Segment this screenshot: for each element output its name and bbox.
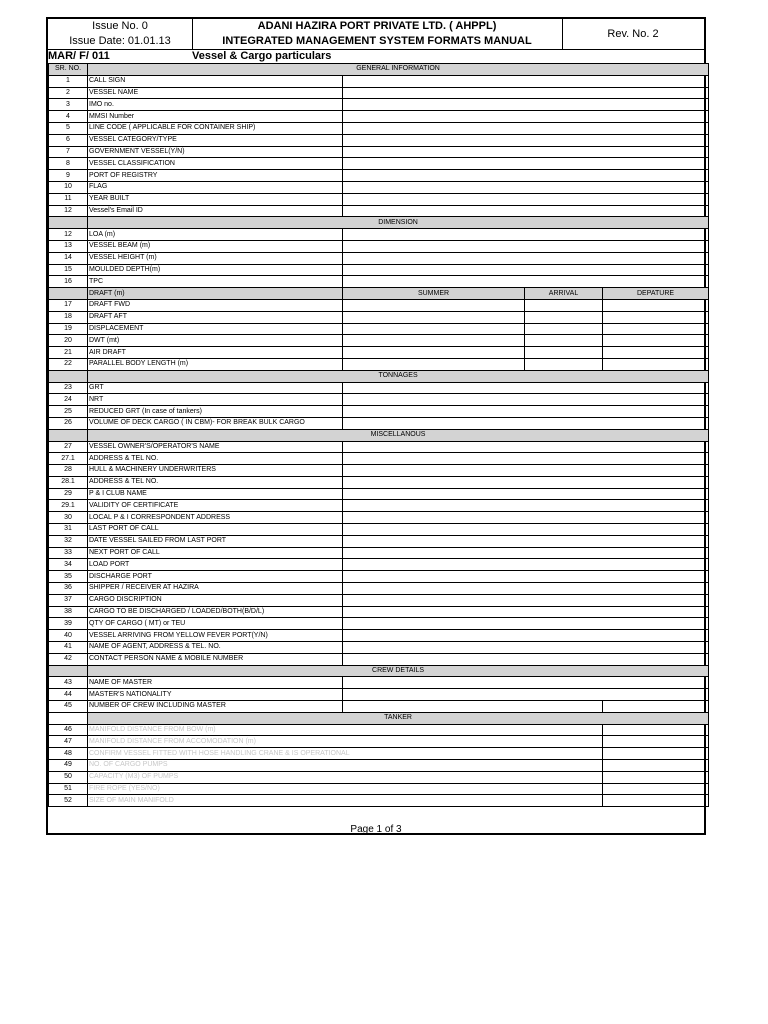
- vessel-particulars-table: [48, 63, 709, 807]
- row-label: VESSEL OWNER'S/OPERATOR'S NAME: [88, 441, 343, 453]
- row-label: DISCHARGE PORT: [88, 571, 343, 583]
- row-label: AIR DRAFT: [88, 347, 343, 359]
- row-label: NAME OF MASTER: [88, 677, 343, 689]
- table-row: [49, 323, 709, 335]
- value-field[interactable]: [343, 642, 709, 654]
- departure-value-field[interactable]: [603, 299, 709, 311]
- sr-number: 29: [49, 488, 88, 500]
- table-row: [49, 760, 709, 772]
- value-field[interactable]: [603, 760, 709, 772]
- table-row: [49, 547, 709, 559]
- table-row: [49, 512, 709, 524]
- table-row: [49, 535, 709, 547]
- table-row: [49, 441, 709, 453]
- sr-number: 52: [49, 795, 88, 807]
- value-field[interactable]: [343, 559, 709, 571]
- table-row: [49, 642, 709, 654]
- value-field[interactable]: [603, 748, 709, 760]
- row-label: VOLUME OF DECK CARGO ( IN CBM)- FOR BREAK BULK CARGO: [88, 417, 343, 429]
- summer-value-field[interactable]: [343, 347, 525, 359]
- sr-number: 32: [49, 535, 88, 547]
- table-row: [49, 689, 709, 701]
- row-label: FLAG: [88, 181, 343, 193]
- section-header-row: [49, 665, 709, 677]
- sr-cell: [49, 370, 88, 382]
- value-field[interactable]: [343, 524, 709, 536]
- value-field[interactable]: [343, 488, 709, 500]
- value-field[interactable]: [343, 583, 709, 595]
- sr-number: 19: [49, 323, 88, 335]
- table-row: [49, 488, 709, 500]
- row-label: VESSEL CLASSIFICATION: [88, 158, 343, 170]
- table-row: [49, 701, 709, 713]
- sr-number: 30: [49, 512, 88, 524]
- sr-number: 27: [49, 441, 88, 453]
- row-label: DWT (mt): [88, 335, 343, 347]
- row-label: IMO no.: [88, 99, 343, 111]
- row-label: DISPLACEMENT: [88, 323, 343, 335]
- company-name: ADANI HAZIRA PORT PRIVATE LTD. ( AHPPL): [257, 20, 497, 32]
- value-field[interactable]: [603, 795, 709, 807]
- sr-number: 25: [49, 406, 88, 418]
- table-row: [49, 122, 709, 134]
- value-field[interactable]: [343, 111, 709, 123]
- sr-number: 2: [49, 87, 88, 99]
- value-field[interactable]: [343, 181, 709, 193]
- row-label: CARGO DISCRIPTION: [88, 594, 343, 606]
- value-field[interactable]: [343, 87, 709, 99]
- value-field[interactable]: [343, 264, 709, 276]
- row-label: NEXT PORT OF CALL: [88, 547, 343, 559]
- section-header: TANKER: [88, 712, 709, 724]
- table-row: [49, 500, 709, 512]
- value-field[interactable]: [343, 146, 709, 158]
- table-row: [49, 205, 709, 217]
- table-row: [49, 453, 709, 465]
- value-field[interactable]: [343, 193, 709, 205]
- issue-date: Issue Date: 01.01.13: [69, 35, 171, 47]
- value-field[interactable]: [343, 276, 709, 288]
- table-row: [49, 229, 709, 241]
- sr-number: 14: [49, 252, 88, 264]
- table-row: [49, 347, 709, 359]
- sr-number: 38: [49, 606, 88, 618]
- departure-value-field[interactable]: [603, 311, 709, 323]
- row-label: DATE VESSEL SAILED FROM LAST PORT: [88, 535, 343, 547]
- table-header-row: [49, 64, 709, 76]
- sr-number: 8: [49, 158, 88, 170]
- row-label: NO. OF CARGO PUMPS: [88, 760, 603, 772]
- value-field[interactable]: [343, 594, 709, 606]
- summer-value-field[interactable]: [343, 335, 525, 347]
- table-row: [49, 87, 709, 99]
- row-label: GRT: [88, 382, 343, 394]
- arrival-value-field[interactable]: [525, 358, 603, 370]
- sr-number: 1: [49, 75, 88, 87]
- sr-number: 29.1: [49, 500, 88, 512]
- row-label: CARGO TO BE DISCHARGED / LOADED/BOTH(B/D/L): [88, 606, 343, 618]
- summer-value-field[interactable]: [343, 358, 525, 370]
- table-row: [49, 771, 709, 783]
- sr-cell: [49, 217, 88, 229]
- table-row: [49, 75, 709, 87]
- row-label: LOA (m): [88, 229, 343, 241]
- value-field[interactable]: [343, 394, 709, 406]
- sr-number: 24: [49, 394, 88, 406]
- sr-number: 23: [49, 382, 88, 394]
- sr-number: 43: [49, 677, 88, 689]
- value-field[interactable]: [343, 252, 709, 264]
- summer-value-field[interactable]: [343, 323, 525, 335]
- value-field[interactable]: [603, 724, 709, 736]
- sr-number: 22: [49, 358, 88, 370]
- row-label: CONTACT PERSON NAME & MOBILE NUMBER: [88, 653, 343, 665]
- sr-number: 9: [49, 170, 88, 182]
- value-field[interactable]: [343, 606, 709, 618]
- row-label: LOCAL P & I CORRESPONDENT ADDRESS: [88, 512, 343, 524]
- row-label: VESSEL ARRIVING FROM YELLOW FEVER PORT(Y/N): [88, 630, 343, 642]
- table-row: [49, 795, 709, 807]
- table-row: [49, 476, 709, 488]
- value-field[interactable]: [603, 783, 709, 795]
- row-label: NRT: [88, 394, 343, 406]
- sr-number: 46: [49, 724, 88, 736]
- sr-number: 12: [49, 229, 88, 241]
- value-field[interactable]: [343, 535, 709, 547]
- form-number: MAR/ F/ 011: [48, 50, 110, 62]
- sr-number: 39: [49, 618, 88, 630]
- sr-cell: [49, 288, 88, 300]
- row-label: DRAFT AFT: [88, 311, 343, 323]
- value-field[interactable]: [343, 229, 709, 241]
- row-label: HULL & MACHINERY UNDERWRITERS: [88, 465, 343, 477]
- sr-number: 11: [49, 193, 88, 205]
- sr-number: 40: [49, 630, 88, 642]
- sr-number: 33: [49, 547, 88, 559]
- table-row: [49, 618, 709, 630]
- value-field[interactable]: [343, 547, 709, 559]
- value-field[interactable]: [343, 512, 709, 524]
- departure-value-field[interactable]: [603, 335, 709, 347]
- value-field[interactable]: [343, 205, 709, 217]
- table-row: [49, 382, 709, 394]
- sr-number: 10: [49, 181, 88, 193]
- table-row: [49, 240, 709, 252]
- sr-number: 31: [49, 524, 88, 536]
- value-field[interactable]: [343, 677, 709, 689]
- value-field[interactable]: [343, 453, 709, 465]
- table-row: [49, 146, 709, 158]
- sr-number: 20: [49, 335, 88, 347]
- sr-number: 37: [49, 594, 88, 606]
- row-label: TPC: [88, 276, 343, 288]
- table-row: [49, 630, 709, 642]
- row-label: PORT OF REGISTRY: [88, 170, 343, 182]
- sr-number: 47: [49, 736, 88, 748]
- row-label: ADDRESS & TEL NO.: [88, 476, 343, 488]
- value-field[interactable]: [343, 170, 709, 182]
- sr-number: 36: [49, 583, 88, 595]
- summer-value-field[interactable]: [343, 299, 525, 311]
- value-field[interactable]: [343, 406, 709, 418]
- table-row: [49, 748, 709, 760]
- row-label: REDUCED GRT (In case of tankers): [88, 406, 343, 418]
- row-label: SHIPPER / RECEIVER AT HAZIRA: [88, 583, 343, 595]
- departure-header: DEPATURE: [603, 288, 709, 300]
- page-number: Page 1 of 3: [350, 824, 402, 835]
- table-row: [49, 653, 709, 665]
- sr-number: 4: [49, 111, 88, 123]
- row-label: VESSEL CATEGORY/TYPE: [88, 134, 343, 146]
- row-label: PARALLEL BODY LENGTH (m): [88, 358, 343, 370]
- row-label: CAPACITY (M3) OF PUMPS: [88, 771, 603, 783]
- table-row: [49, 465, 709, 477]
- form-subheader: [48, 50, 704, 63]
- row-label: CONFIRM VESSEL FITTED WITH HOSE HANDLING CRANE & IS OPERATIONAL: [88, 748, 603, 760]
- issue-block: [48, 19, 193, 49]
- sr-number: 17: [49, 299, 88, 311]
- sr-number: 42: [49, 653, 88, 665]
- table-row: [49, 99, 709, 111]
- revision-number: Rev. No. 2: [607, 28, 659, 40]
- row-label: LOAD PORT: [88, 559, 343, 571]
- row-label: VESSEL HEIGHT (m): [88, 252, 343, 264]
- row-label: DRAFT FWD: [88, 299, 343, 311]
- row-label: NUMBER OF CREW INCLUDING MASTER: [88, 701, 343, 713]
- manual-title: INTEGRATED MANAGEMENT SYSTEM FORMATS MANUAL: [222, 35, 532, 47]
- sr-number: 5: [49, 122, 88, 134]
- row-label: VESSEL NAME: [88, 87, 343, 99]
- row-label: CALL SIGN: [88, 75, 343, 87]
- sr-number: 48: [49, 748, 88, 760]
- row-label: MOULDED DEPTH(m): [88, 264, 343, 276]
- table-row: [49, 606, 709, 618]
- summer-value-field[interactable]: [343, 311, 525, 323]
- value-field[interactable]: [343, 653, 709, 665]
- sr-number: 51: [49, 783, 88, 795]
- draft-header-row: [49, 288, 709, 300]
- row-label: VESSEL BEAM (m): [88, 240, 343, 252]
- table-row: [49, 783, 709, 795]
- table-row: [49, 158, 709, 170]
- row-label: MANIFOLD DISTANCE FROM ACCOMODATION (m): [88, 736, 603, 748]
- table-row: [49, 724, 709, 736]
- row-label: MMSI Number: [88, 111, 343, 123]
- value-field[interactable]: [343, 701, 603, 713]
- table-row: [49, 193, 709, 205]
- issue-number: Issue No. 0: [92, 20, 148, 32]
- table-row: [49, 417, 709, 429]
- value-field[interactable]: [603, 771, 709, 783]
- section-header-row: [49, 370, 709, 382]
- sr-number: 21: [49, 347, 88, 359]
- value-field-extra[interactable]: [603, 701, 709, 713]
- arrival-header: ARRIVAL: [525, 288, 603, 300]
- section-header-row: [49, 217, 709, 229]
- sr-number: 28.1: [49, 476, 88, 488]
- value-field[interactable]: [343, 158, 709, 170]
- value-field[interactable]: [343, 417, 709, 429]
- sr-number: 6: [49, 134, 88, 146]
- row-label: MANIFOLD DISTANCE FROM BOW (m): [88, 724, 603, 736]
- row-label: NAME OF AGENT, ADDRESS & TEL. NO.: [88, 642, 343, 654]
- table-row: [49, 264, 709, 276]
- value-field[interactable]: [343, 618, 709, 630]
- table-row: [49, 181, 709, 193]
- row-label: LINE CODE ( APPLICABLE FOR CONTAINER SHIP): [88, 122, 343, 134]
- table-row: [49, 524, 709, 536]
- section-header-row: [49, 712, 709, 724]
- section-header: CREW DETAILS: [88, 665, 709, 677]
- form-sheet: [46, 17, 706, 835]
- row-label: FIRE ROPE (YES/NO): [88, 783, 603, 795]
- section-header: TONNAGES: [88, 370, 709, 382]
- sr-cell: [49, 665, 88, 677]
- value-field[interactable]: [343, 500, 709, 512]
- row-label: SIZE OF MAIN MANIFOLD: [88, 795, 603, 807]
- sr-number: 15: [49, 264, 88, 276]
- sr-number: 18: [49, 311, 88, 323]
- table-row: [49, 583, 709, 595]
- sr-number: 41: [49, 642, 88, 654]
- row-label: QTY OF CARGO ( MT) or TEU: [88, 618, 343, 630]
- sr-number: 28: [49, 465, 88, 477]
- row-label: ADDRESS & TEL NO.: [88, 453, 343, 465]
- table-row: [49, 358, 709, 370]
- sr-number: 12: [49, 205, 88, 217]
- table-row: [49, 299, 709, 311]
- sr-number: 35: [49, 571, 88, 583]
- section-header: DIMENSION: [88, 217, 709, 229]
- sr-number: 16: [49, 276, 88, 288]
- section-header-row: [49, 429, 709, 441]
- table-row: [49, 134, 709, 146]
- arrival-value-field[interactable]: [525, 299, 603, 311]
- value-field[interactable]: [343, 630, 709, 642]
- form-title: Vessel & Cargo particulars: [192, 50, 332, 62]
- table-row: [49, 252, 709, 264]
- table-row: [49, 736, 709, 748]
- row-label: Vessel's Email ID: [88, 205, 343, 217]
- value-field[interactable]: [603, 736, 709, 748]
- table-row: [49, 594, 709, 606]
- table-row: [49, 571, 709, 583]
- value-field[interactable]: [343, 99, 709, 111]
- sr-number: 45: [49, 701, 88, 713]
- value-field[interactable]: [343, 689, 709, 701]
- sr-number: 27.1: [49, 453, 88, 465]
- sr-number: 26: [49, 417, 88, 429]
- table-row: [49, 394, 709, 406]
- value-field[interactable]: [343, 75, 709, 87]
- table-row: [49, 170, 709, 182]
- arrival-value-field[interactable]: [525, 347, 603, 359]
- departure-value-field[interactable]: [603, 323, 709, 335]
- table-row: [49, 335, 709, 347]
- value-field[interactable]: [343, 240, 709, 252]
- sr-number: 3: [49, 99, 88, 111]
- value-field[interactable]: [343, 382, 709, 394]
- arrival-value-field[interactable]: [525, 311, 603, 323]
- row-label: YEAR BUILT: [88, 193, 343, 205]
- table-row: [49, 311, 709, 323]
- value-field[interactable]: [343, 571, 709, 583]
- departure-value-field[interactable]: [603, 347, 709, 359]
- sr-cell: [49, 429, 88, 441]
- row-label: MASTER'S NATIONALITY: [88, 689, 343, 701]
- sr-cell: [49, 712, 88, 724]
- row-label: LAST PORT OF CALL: [88, 524, 343, 536]
- row-label: P & I CLUB NAME: [88, 488, 343, 500]
- sr-no-header: SR. NO.: [49, 64, 88, 76]
- value-field[interactable]: [343, 476, 709, 488]
- value-field[interactable]: [343, 465, 709, 477]
- summer-header: SUMMER: [343, 288, 525, 300]
- departure-value-field[interactable]: [603, 358, 709, 370]
- row-label: VALIDITY OF CERTIFICATE: [88, 500, 343, 512]
- sr-number: 13: [49, 240, 88, 252]
- form-header: [48, 19, 704, 50]
- table-row: [49, 111, 709, 123]
- value-field[interactable]: [343, 134, 709, 146]
- value-field[interactable]: [343, 441, 709, 453]
- row-label: GOVERNMENT VESSEL(Y/N): [88, 146, 343, 158]
- arrival-value-field[interactable]: [525, 323, 603, 335]
- sr-number: 44: [49, 689, 88, 701]
- sr-number: 50: [49, 771, 88, 783]
- table-row: [49, 677, 709, 689]
- value-field[interactable]: [343, 122, 709, 134]
- sr-number: 7: [49, 146, 88, 158]
- section-header: MISCELLANOUS: [88, 429, 709, 441]
- table-row: [49, 406, 709, 418]
- draft-label: DRAFT (m): [88, 288, 343, 300]
- section-header: GENERAL INFORMATION: [88, 64, 709, 76]
- title-block: [192, 19, 563, 49]
- sr-number: 34: [49, 559, 88, 571]
- table-row: [49, 276, 709, 288]
- table-row: [49, 559, 709, 571]
- arrival-value-field[interactable]: [525, 335, 603, 347]
- sr-number: 49: [49, 760, 88, 772]
